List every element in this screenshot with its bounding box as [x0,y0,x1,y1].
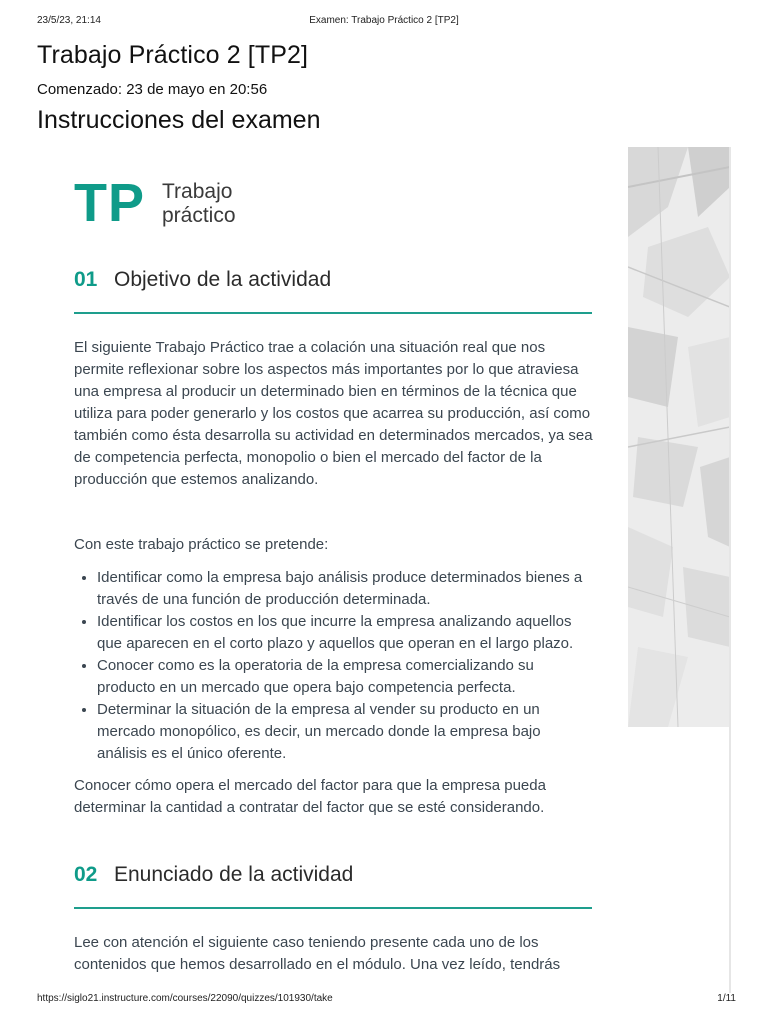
statement-paragraph: Lee con atención el siguiente caso teniendo presente cada uno de los contenidos que hemos desarrollado en el módulo. Una vez leído, tendrás [74,934,561,973]
objectives-list [74,567,594,765]
content-edge [729,147,731,993]
tp-logo-mark: TP [74,173,146,233]
section-number: 01 [74,268,98,291]
decorative-side-image [628,147,730,727]
list-item: • Identificar como la empresa bajo análisis produce determinados bienes a través de una función de producción determinada. [97,567,594,611]
tp-logo-word-2: práctico [162,204,236,227]
print-datetime: 23/5/23, 21:14 [37,15,101,26]
quiz-title: Trabajo Práctico 2 [TP2] [37,41,309,69]
tp-logo-word-1: Trabajo [162,180,233,203]
list-item: • Determinar la situación de la empresa al vender su producto en un mercado monopólico, es decir, un mercado donde la empresa bajo análisis es el único oferente. [97,699,594,765]
section-number: 02 [74,863,98,886]
objective-paragraph: El siguiente Trabajo Práctico trae a colación una situación real que nos permite reflexionar sobre los aspectos más importantes por lo que atraviesa una empresa al producir un determinado bien en términos de la técnica que utiliza para poder generarlo y los costos que acarrea su producción, así como también como ésta desarrolla su actividad en determinados mercados, ya sea de competencia perfecta, monopolio o bien el mercado del factor de la producción que estemos analizando. [74,339,593,488]
print-header [0,15,768,29]
quiz-started-time: Comenzado: 23 de mayo en 20:56 [37,81,268,98]
print-page-title: Examen: Trabajo Práctico 2 [TP2] [309,15,459,26]
section-title: Enunciado de la actividad [114,863,354,886]
list-item: • Conocer como es la operatoria de la empresa comercializando su producto en un mercado que opera bajo competencia perfecta. [97,655,594,699]
section-title: Objetivo de la actividad [114,268,332,291]
page-number: 1/11 [717,993,736,1004]
page-url-link[interactable]: https://siglo21.instructure.com/courses/22090/quizzes/101930/take [37,993,333,1004]
section-divider [74,907,592,909]
list-item: • Identificar los costos en los que incurre la empresa analizando aquellos que aparecen en el corto plazo y aquellos que operan en el largo plazo. [97,611,594,655]
section-divider [74,312,592,314]
instructions-heading: Instrucciones del examen [37,106,321,134]
closing-paragraph: Conocer cómo opera el mercado del factor para que la empresa pueda determinar la cantidad a contratar del factor que se esté considerando. [74,777,546,816]
list-intro: Con este trabajo práctico se pretende: [74,536,329,553]
